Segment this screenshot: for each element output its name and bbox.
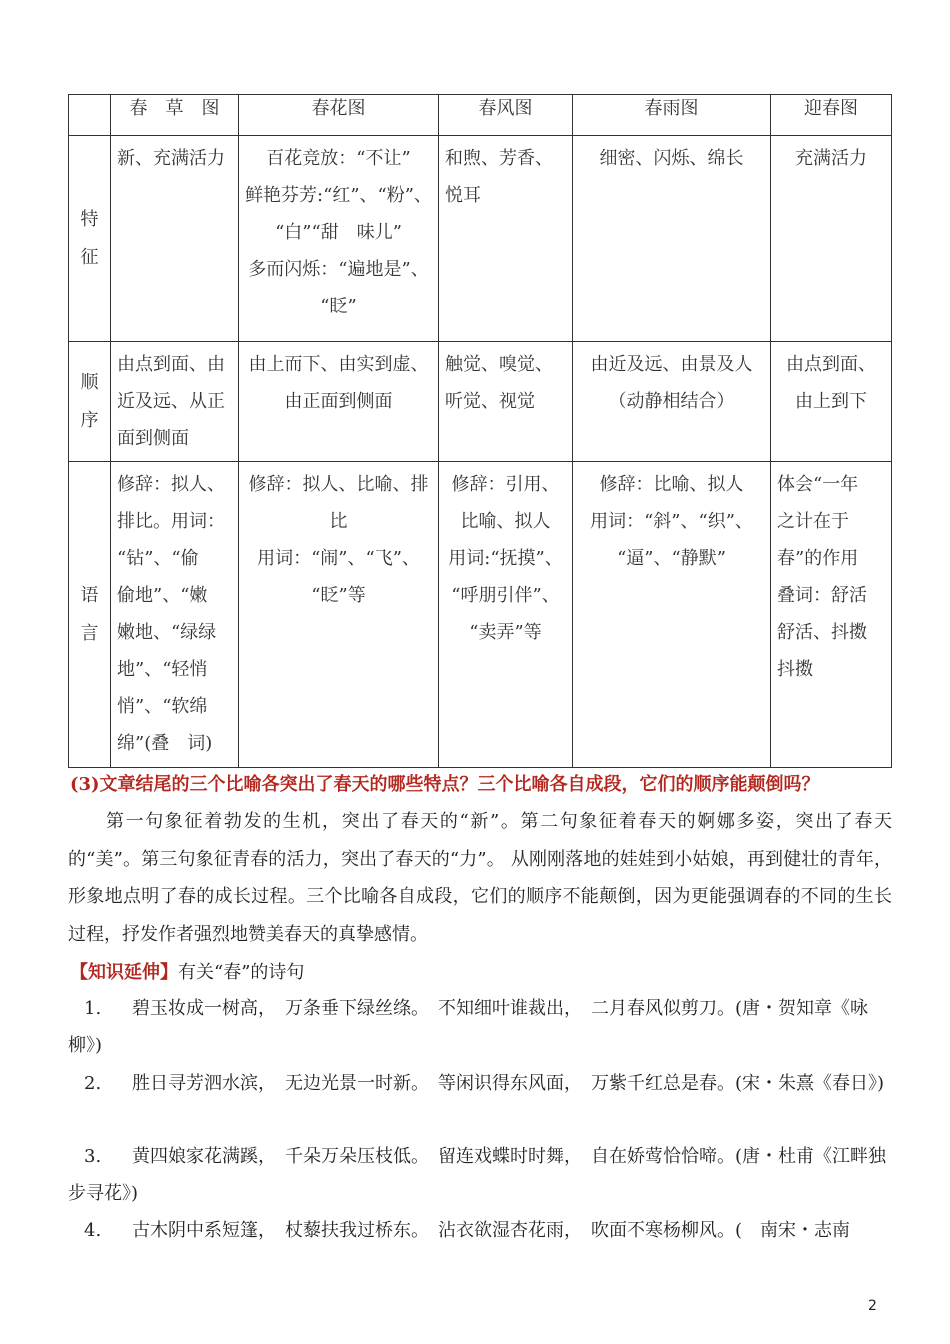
table-cell: 修辞：比喻、拟人 用词：“斜”、“织”、 “逼”、“静默”	[573, 462, 771, 768]
table-cell: 由上而下、由实到虚、 由正面到侧面	[239, 342, 439, 462]
poem-text: 碧玉妆成一树高， 万条垂下绿丝绦。 不知细叶谁裁出， 二月春风似剪刀。(唐・贺知章《咏柳》)	[68, 998, 869, 1056]
table-row	[69, 342, 892, 462]
table-cell: 细密、闪烁、绵长	[573, 136, 771, 342]
extension-title: 有关“春”的诗句	[178, 962, 305, 983]
answer-paragraph: 第一句象征着勃发的生机，突出了春天的“新”。第二句象征着春天的婀娜多姿，突出了春天的“美”。第三句象征青春的活力，突出了春天的“力”。 从刚刚落地的娃娃到小姑娘，再到健壮的青年，形象地点明了春的成长过程。三个比喻各自成段，它们的顺序不能颠倒，因为更能强调春的不同的生长过程，抒发作者强烈地赞美春天的真挚感情。	[68, 811, 892, 945]
poem-text: 胜日寻芳泗水滨， 无边光景一时新。 等闲识得东风面， 万紫千红总是春。(宋・朱熹《春日》)	[132, 1073, 885, 1094]
poem-text: 黄四娘家花满蹊， 千朵万朵压枝低。 留连戏蝶时时舞， 自在娇莺恰恰啼。(唐・杜甫《江畔独步寻花》)	[68, 1146, 887, 1204]
poem-item	[68, 990, 892, 1064]
poem-number: 2.	[84, 1073, 102, 1094]
table-cell: 充满活力	[771, 136, 892, 342]
extension-tag: 【知识延伸】	[70, 962, 178, 983]
poem-item	[68, 1065, 892, 1102]
header-cell: 春 草 图	[111, 95, 239, 136]
table-row	[69, 136, 892, 342]
row-label: 特 征	[69, 136, 111, 342]
table-cell: 和煦、芳香、 悦耳	[439, 136, 573, 342]
poem-number: 3.	[84, 1146, 102, 1167]
header-cell: 春花图	[239, 95, 439, 136]
table-cell: 修辞：拟人、 排比。用词： “钻”、“偷 偷地”、“嫩 嫩地、“绿绿 地”、“轻悄 悄”、“软绵 绵”(叠 词)	[111, 462, 239, 768]
table-cell: 由点到面、由 近及远、从正 面到侧面	[111, 342, 239, 462]
knowledge-extension-heading	[70, 958, 304, 988]
table-cell: 百花竞放：“不让” 鲜艳芬芳:“红”、“粉”、 “白”“甜 味儿” 多而闪烁：“遍地是”、 “眨”	[239, 136, 439, 342]
table-row	[69, 462, 892, 768]
header-cell: 春风图	[439, 95, 573, 136]
table-cell: 修辞：拟人、比喻、排 比 用词：“闹”、“飞”、 “眨”等	[239, 462, 439, 768]
table-cell: 新、充满活力	[111, 136, 239, 342]
header-cell: 春雨图	[573, 95, 771, 136]
header-cell: 迎春图	[771, 95, 892, 136]
table-header-row	[69, 95, 892, 136]
table-cell: 由近及远、由景及人 （动静相结合）	[573, 342, 771, 462]
table-cell: 由点到面、 由上到下	[771, 342, 892, 462]
table-cell: 触觉、嗅觉、 听觉、视觉	[439, 342, 573, 462]
poem-item	[68, 1212, 892, 1249]
row-label: 语 言	[69, 462, 111, 768]
poem-text: 古木阴中系短篷， 杖藜扶我过桥东。 沾衣欲湿杏花雨， 吹面不寒杨柳风。( 南宋・志南	[132, 1220, 851, 1241]
table-cell: 修辞：引用、 比喻、拟人 用词:“抚摸”、 “呼朋引伴”、 “卖弄”等	[439, 462, 573, 768]
table-cell: 体会“一年 之计在于 春”的作用 叠词：舒活 舒活、抖擞 抖擞	[771, 462, 892, 768]
page-number: 2	[868, 1298, 877, 1314]
poem-number: 1.	[84, 998, 102, 1019]
question-heading: (3)文章结尾的三个比喻各突出了春天的哪些特点？三个比喻各自成段，它们的顺序能颠倒吗？	[70, 774, 820, 795]
poem-number: 4.	[84, 1220, 102, 1241]
header-cell	[69, 95, 111, 136]
row-label: 顺 序	[69, 342, 111, 462]
poem-item	[68, 1138, 892, 1212]
summary-table	[68, 94, 892, 768]
